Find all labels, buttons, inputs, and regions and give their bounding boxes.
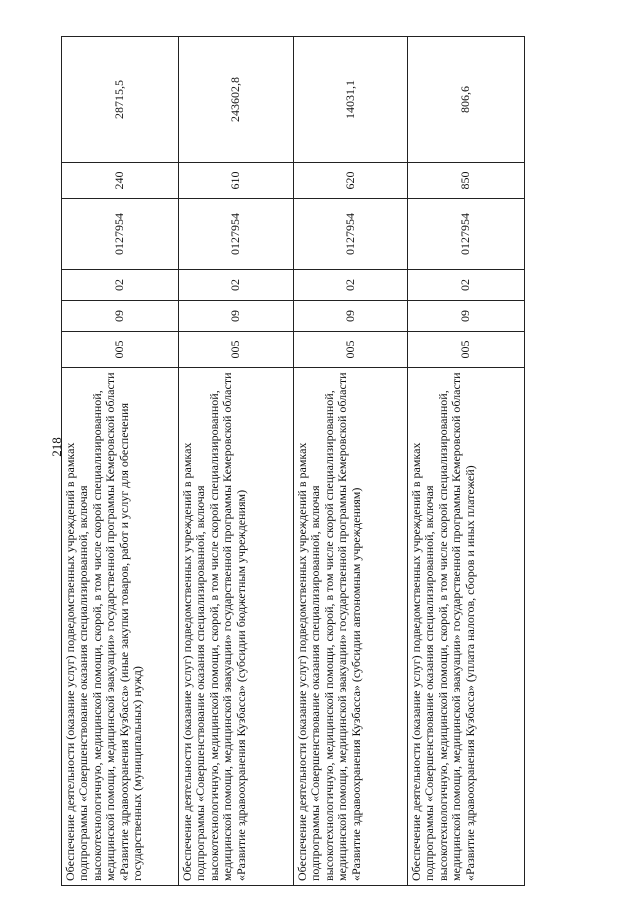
section-code: 09 xyxy=(179,301,294,332)
amount: 243602,8 xyxy=(179,37,294,163)
ministry-code: 005 xyxy=(408,332,525,368)
ministry-code: 005 xyxy=(294,332,408,368)
amount: 14031,1 xyxy=(294,37,408,163)
rotated-page-content xyxy=(61,36,524,885)
table-row xyxy=(179,37,294,886)
amount: 806,6 xyxy=(408,37,525,163)
budget-table xyxy=(61,36,525,886)
table-row xyxy=(408,37,525,886)
ministry-code: 005 xyxy=(62,332,179,368)
expense-type-code: 610 xyxy=(179,163,294,199)
table-row xyxy=(62,37,179,886)
row-description: Обеспечение деятельности (оказание услуг) подведомственных учреждений в рамках подпрограммы «Совершенствование оказания специализированной, включая высокотехнологичную, медицинской помощи, скорой, в том числе скорой специализированной, медицинской помощи, медицинской эвакуации» государственной программы Кемеровской области «Развитие здравоохранения Кузбасса» (уплата налогов, сборов и иных платежей) xyxy=(408,368,525,886)
amount: 28715,5 xyxy=(62,37,179,163)
subsection-code: 02 xyxy=(408,270,525,301)
expense-type-code: 620 xyxy=(294,163,408,199)
subsection-code: 02 xyxy=(294,270,408,301)
expense-type-code: 850 xyxy=(408,163,525,199)
subsection-code: 02 xyxy=(179,270,294,301)
target-article-code: 0127954 xyxy=(62,199,179,270)
target-article-code: 0127954 xyxy=(179,199,294,270)
subsection-code: 02 xyxy=(62,270,179,301)
row-description: Обеспечение деятельности (оказание услуг) подведомственных учреждений в рамках подпрограммы «Совершенствование оказания специализированной, включая высокотехнологичную, медицинской помощи, скорой, в том числе скорой специализированной, медицинской помощи, медицинской эвакуации» государственной программы Кемеровской области «Развитие здравоохранения Кузбасса» (иные закупки товаров, работ и услуг для обеспечения государственных (муниципальных) нужд) xyxy=(62,368,179,886)
section-code: 09 xyxy=(294,301,408,332)
row-description: Обеспечение деятельности (оказание услуг) подведомственных учреждений в рамках подпрограммы «Совершенствование оказания специализированной, включая высокотехнологичную, медицинской помощи, скорой, в том числе скорой специализированной, медицинской помощи, медицинской эвакуации» государственной программы Кемеровской области «Развитие здравоохранения Кузбасса» (субсидии бюджетным учреждениям) xyxy=(179,368,294,886)
section-code: 09 xyxy=(408,301,525,332)
page-number: 218 xyxy=(49,437,64,457)
ministry-code: 005 xyxy=(179,332,294,368)
section-code: 09 xyxy=(62,301,179,332)
expense-type-code: 240 xyxy=(62,163,179,199)
row-description: Обеспечение деятельности (оказание услуг) подведомственных учреждений в рамках подпрограммы «Совершенствование оказания специализированной, включая высокотехнологичную, медицинской помощи, скорой, в том числе скорой специализированной, медицинской помощи, медицинской эвакуации» государственной программы Кемеровской области «Развитие здравоохранения Кузбасса» (субсидии автономным учреждениям) xyxy=(294,368,408,886)
target-article-code: 0127954 xyxy=(294,199,408,270)
target-article-code: 0127954 xyxy=(408,199,525,270)
table-row xyxy=(294,37,408,886)
